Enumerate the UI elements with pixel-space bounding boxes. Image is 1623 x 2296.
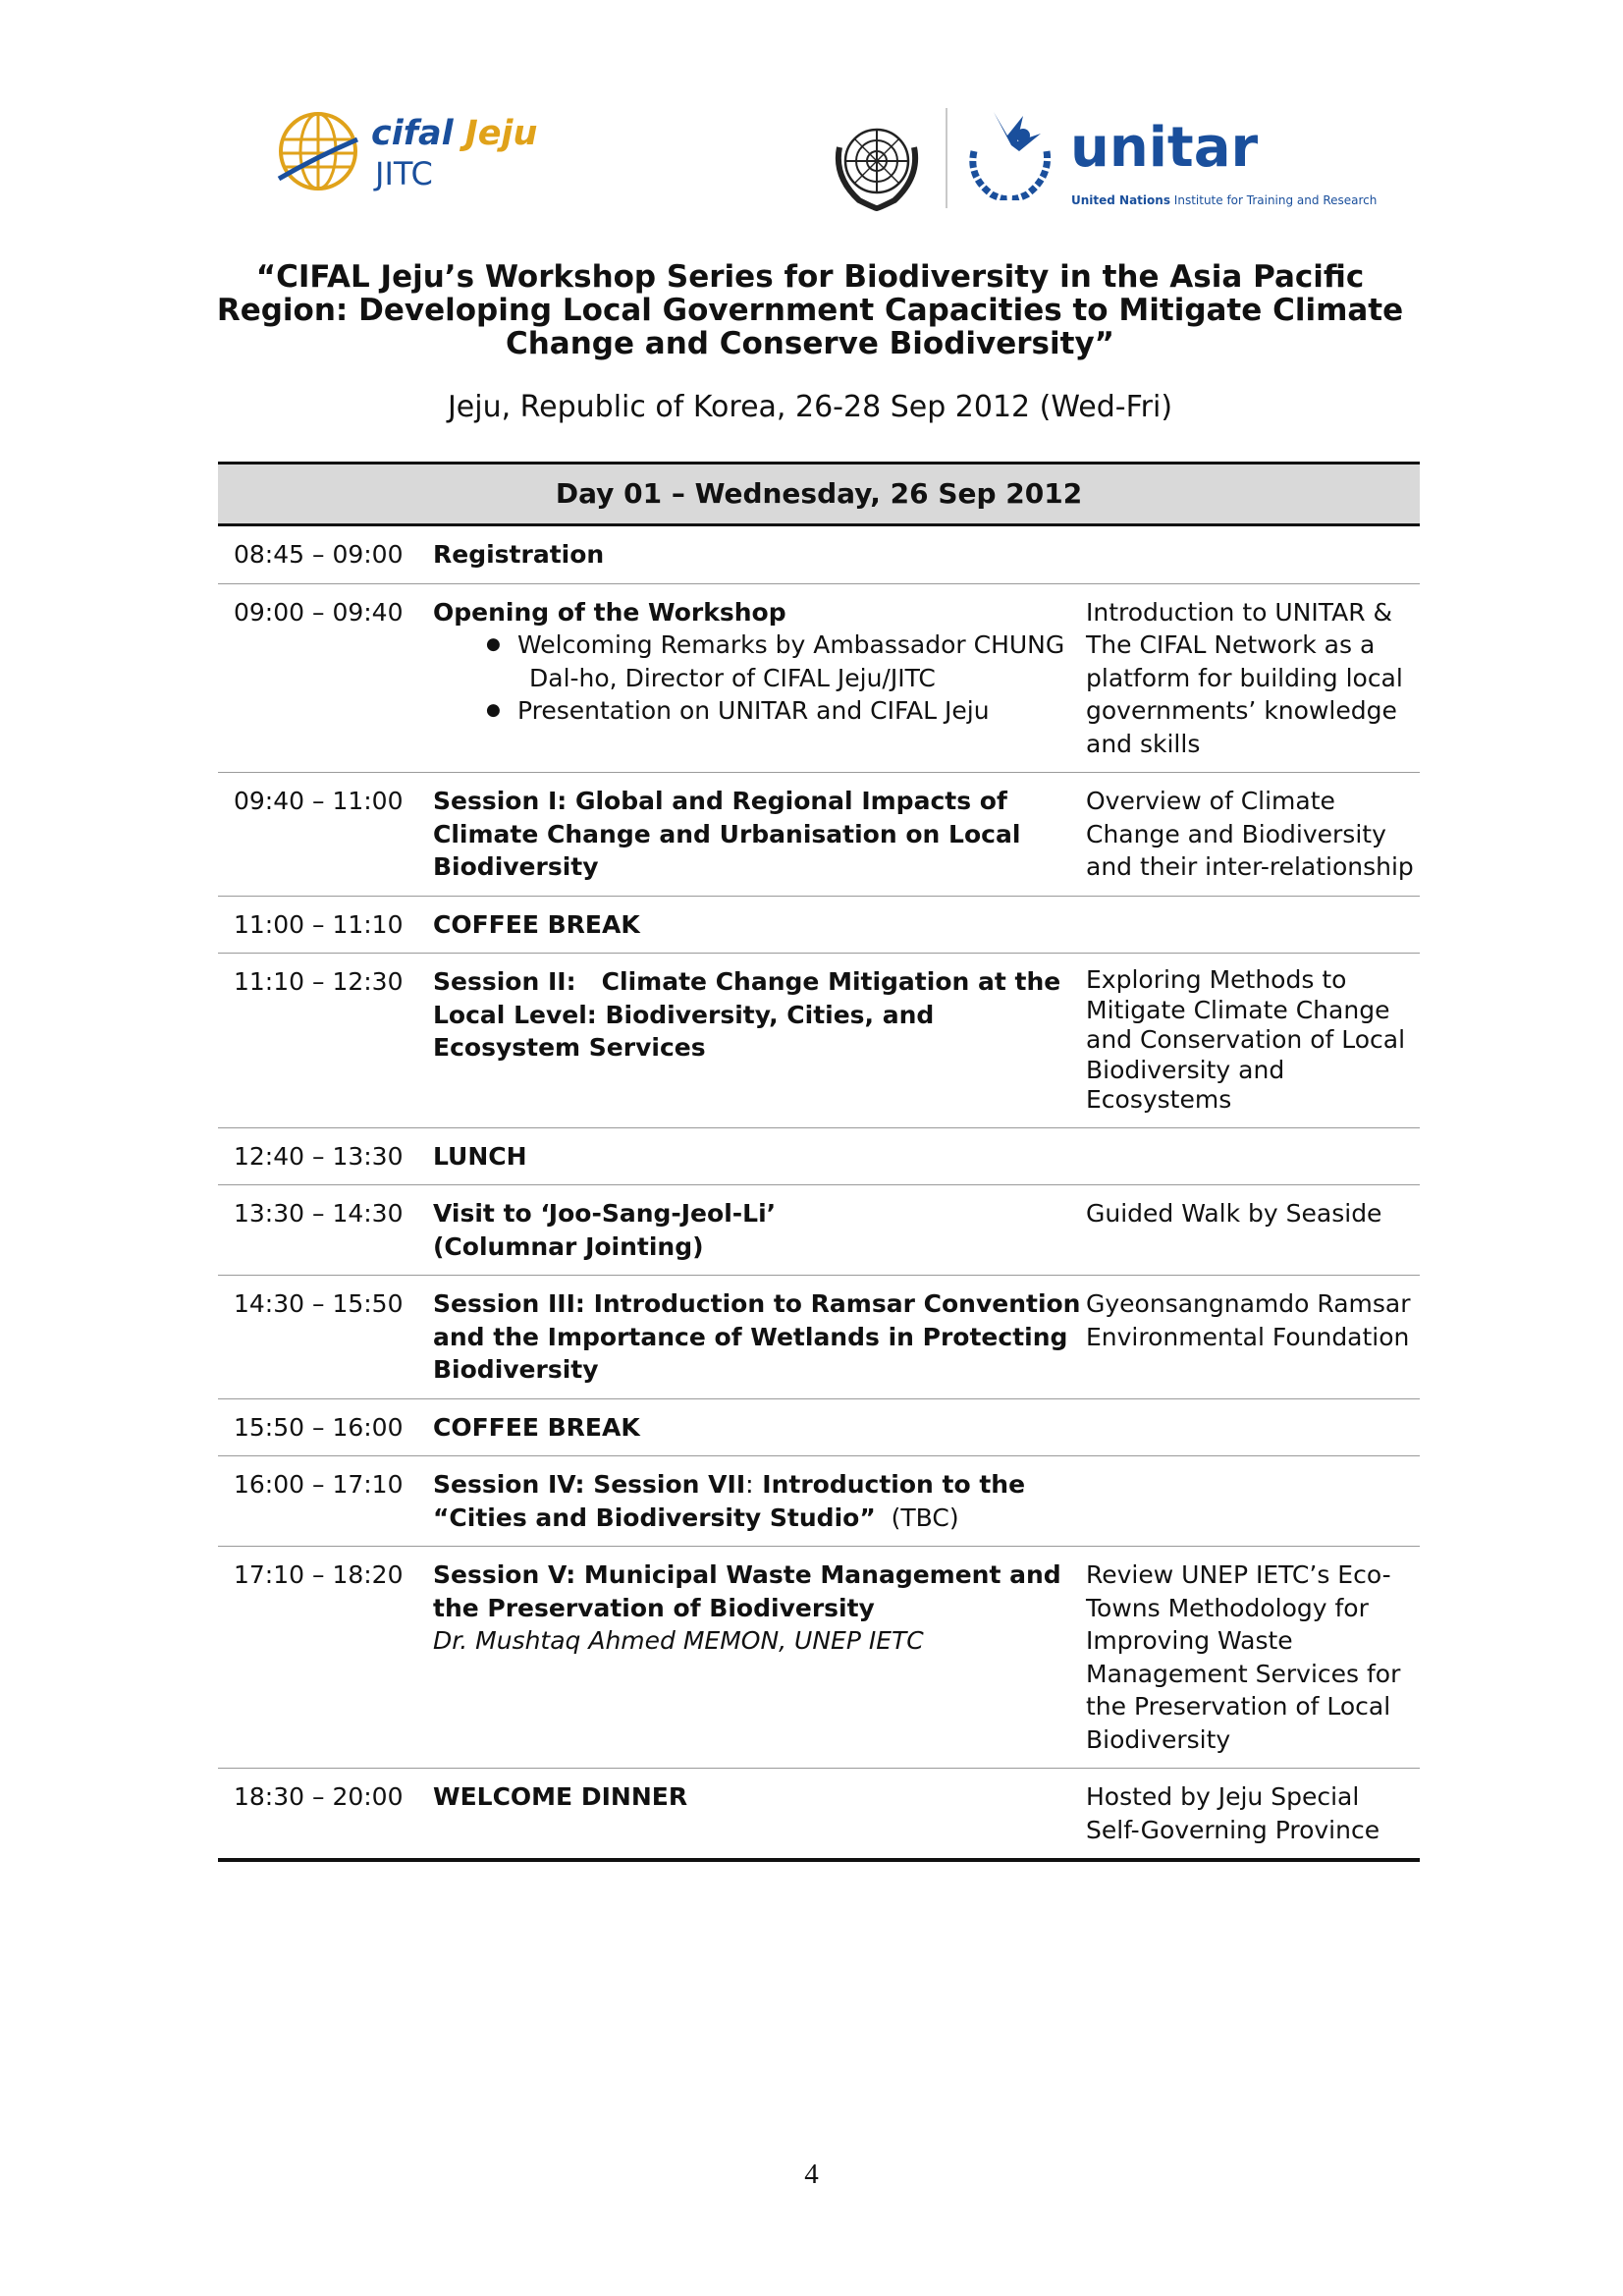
row-topic-title: Session V: Municipal Waste Management and the Preservation of Biodiversity [433, 1560, 1061, 1622]
unitar-figure-icon [964, 106, 1053, 200]
row-time: 11:10 – 12:30 [218, 954, 433, 1128]
agenda-table [218, 462, 1420, 1862]
page-number: 4 [804, 2159, 819, 2190]
table-row [218, 1456, 1420, 1547]
row-topic: Session III: Introduction to Ramsar Convention and the Importance of Wetlands in Protecting Biodiversity [433, 1276, 1086, 1399]
row-description: Hosted by Jeju Special Self-Governing Province [1086, 1769, 1420, 1861]
row-description [1086, 1398, 1420, 1456]
row-topic [433, 583, 1086, 773]
table-row [218, 583, 1420, 773]
logo-divider [946, 108, 947, 208]
row-time: 13:30 – 14:30 [218, 1185, 433, 1276]
row-description: Guided Walk by Seaside [1086, 1185, 1420, 1276]
row-topic: LUNCH [433, 1127, 1086, 1185]
table-row [218, 773, 1420, 897]
row-time: 12:40 – 13:30 [218, 1127, 433, 1185]
cifal-wordmark: cifal Jeju [371, 114, 538, 153]
row-time: 14:30 – 15:50 [218, 1276, 433, 1399]
row-topic: COFFEE BREAK [433, 896, 1086, 954]
row-description: Gyeonsangnamdo Ramsar Environmental Foundation [1086, 1276, 1420, 1399]
row-topic: Session II: Climate Change Mitigation at the Local Level: Biodiversity, Cities, and Ecosystem Services [433, 954, 1086, 1128]
table-row [218, 1398, 1420, 1456]
table-row [218, 1185, 1420, 1276]
row-time: 11:00 – 11:10 [218, 896, 433, 954]
row-topic: Session IV: Session VII: Introduction to the “Cities and Biodiversity Studio” (TBC) [433, 1456, 1086, 1547]
table-row [218, 896, 1420, 954]
row-time: 09:40 – 11:00 [218, 773, 433, 897]
row-time: 15:50 – 16:00 [218, 1398, 433, 1456]
row-time: 08:45 – 09:00 [218, 525, 433, 584]
row-topic: COFFEE BREAK [433, 1398, 1086, 1456]
row-time: 17:10 – 18:20 [218, 1547, 433, 1769]
document-subtitle: Jeju, Republic of Korea, 26-28 Sep 2012 (Wed-Fri) [447, 390, 1173, 424]
row-description: Introduction to UNITAR & The CIFAL Network as a platform for building local governments’ knowledge and skills [1086, 583, 1420, 773]
row-description [1086, 525, 1420, 584]
row-topic: Registration [433, 525, 1086, 584]
row-topic-line: (Columnar Jointing) [433, 1231, 704, 1261]
row-topic: WELCOME DINNER [433, 1769, 1086, 1861]
row-description: Overview of Climate Change and Biodiversity and their inter-relationship [1086, 773, 1420, 897]
table-row [218, 525, 1420, 584]
table-row [218, 1547, 1420, 1769]
list-item: ● Presentation on UNITAR and CIFAL Jeju [433, 694, 1086, 728]
table-row [218, 1769, 1420, 1861]
row-topic [433, 1547, 1086, 1769]
day-header-row [218, 464, 1420, 525]
row-description [1086, 896, 1420, 954]
row-topic-title: Opening of the Workshop [433, 597, 786, 627]
list-item: ● Welcoming Remarks by Ambassador CHUNG Dal-ho, Director of CIFAL Jeju/JITC [433, 629, 1086, 694]
document-title: “CIFAL Jeju’s Workshop Series for Biodiversity in the Asia Pacific Region: Developing Local Government Capacities to Mitigate Climate Change and Conserve Biodiversity” [216, 259, 1404, 361]
cifal-jeju-logo [277, 110, 571, 198]
row-speaker: Dr. Mushtaq Ahmed MEMON, UNEP IETC [433, 1626, 924, 1655]
day-header: Day 01 – Wednesday, 26 Sep 2012 [218, 464, 1420, 525]
row-topic-line: Visit to ‘Joo-Sang-Jeol-Li’ [433, 1199, 777, 1228]
un-emblem-icon [830, 118, 924, 212]
row-topic [433, 1185, 1086, 1276]
globe-icon [277, 110, 359, 192]
unitar-wordmark: unitar [1070, 116, 1259, 180]
table-row [218, 1276, 1420, 1399]
row-description: Exploring Methods to Mitigate Climate Change and Conservation of Local Biodiversity and Ecosystems [1086, 954, 1420, 1128]
row-description: Review UNEP IETC’s Eco-Towns Methodology for Improving Waste Management Services for the Preservation of Local Biodiversity [1086, 1547, 1420, 1769]
table-row [218, 1127, 1420, 1185]
unitar-tagline: United Nations Institute for Training and Research [1071, 193, 1378, 207]
row-time: 16:00 – 17:10 [218, 1456, 433, 1547]
row-time: 09:00 – 09:40 [218, 583, 433, 773]
header-logos [0, 0, 1623, 246]
title-block [196, 260, 1424, 425]
jitc-wordmark: JITC [375, 155, 433, 192]
bullet-list [433, 629, 1086, 728]
row-description [1086, 1127, 1420, 1185]
row-time: 18:30 – 20:00 [218, 1769, 433, 1861]
table-row [218, 954, 1420, 1128]
row-description [1086, 1456, 1420, 1547]
row-topic: Session I: Global and Regional Impacts of Climate Change and Urbanisation on Local Biodiversity [433, 773, 1086, 897]
